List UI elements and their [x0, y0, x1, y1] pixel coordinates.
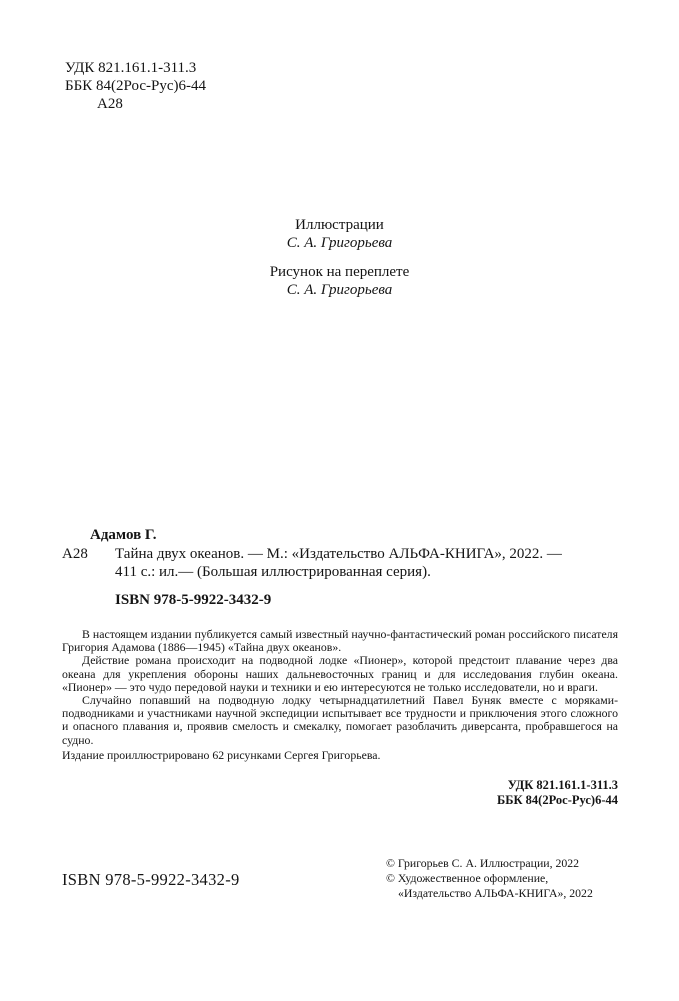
- illustrations-artist-name: С. А. Григорьева: [286, 235, 393, 251]
- udk-code-bottom: УДК 821.161.1-311.3: [507, 778, 618, 792]
- catalog-entry-line-1: Тайна двух океанов. — М.: «Издательство АЛЬФА-КНИГА», 2022. —: [115, 545, 562, 562]
- isbn-catalog: ISBN 978-5-9922-3432-9: [115, 592, 272, 608]
- illustrations-label: Иллюстрации: [295, 217, 384, 233]
- author-sign-top: А28: [97, 96, 123, 112]
- top-codes-block: [65, 59, 206, 113]
- copyright-line-publisher: «Издательство АЛЬФА-КНИГА», 2022: [398, 886, 593, 900]
- bottom-codes-block: [497, 778, 618, 807]
- copyright-line-design: © Художественное оформление,: [386, 871, 549, 885]
- catalog-entry-block: [62, 526, 618, 582]
- cover-art-label: Рисунок на переплете: [269, 264, 410, 280]
- catalog-entry: [62, 545, 618, 582]
- copyright-block: [386, 856, 593, 901]
- bbk-code-bottom: ББК 84(2Рос-Рус)6-44: [496, 792, 618, 807]
- annotation-paragraph-1: В настоящем издании публикуется самый известный научно-фантастический роман российского писателя Григория Адамова (1886—1945) «Тайна двух океанов».: [62, 627, 618, 655]
- catalog-author: Адамов Г.: [90, 527, 157, 543]
- udk-code-top: УДК 821.161.1-311.3: [65, 60, 197, 76]
- credits-block: [0, 216, 679, 299]
- bbk-code-top: ББК 84(2Рос-Рус)6-44: [65, 78, 206, 94]
- isbn-bottom: ISBN 978-5-9922-3432-9: [62, 870, 240, 889]
- annotation-block: [62, 628, 618, 762]
- annotation-paragraph-2: Действие романа происходит на подводной лодке «Пионер», которой предстоит плавание через два океана для укрепления обороны наших дальневосточных границ и для исследования глубин океана. «Пионер» — это чудо передовой науки и техники и ею интересуются не только исследователи, но и враги.: [62, 653, 618, 694]
- copyright-line-illustrations: © Григорьев С. А. Иллюстрации, 2022: [386, 856, 580, 870]
- illustrations-count-note: Издание проиллюстрировано 62 рисунками Сергея Григорьева.: [62, 747, 381, 762]
- annotation-paragraph-3: Случайно попавший на подводную лодку четырнадцатилетний Павел Буняк вместе с моряками-подводниками и участниками научной экспедиции испытывает все трудности и приключения этого сложного и опасного плавания и, проявив смелость и смекалку, помогает разоблачить диверсанта, пробравшегося на судно.: [62, 693, 618, 747]
- cover-artist-name: С. А. Григорьева: [286, 282, 393, 298]
- author-sign-catalog: А28: [62, 545, 88, 562]
- catalog-entry-line-2: 411 с.: ил.— (Большая иллюстрированная серия).: [115, 564, 431, 580]
